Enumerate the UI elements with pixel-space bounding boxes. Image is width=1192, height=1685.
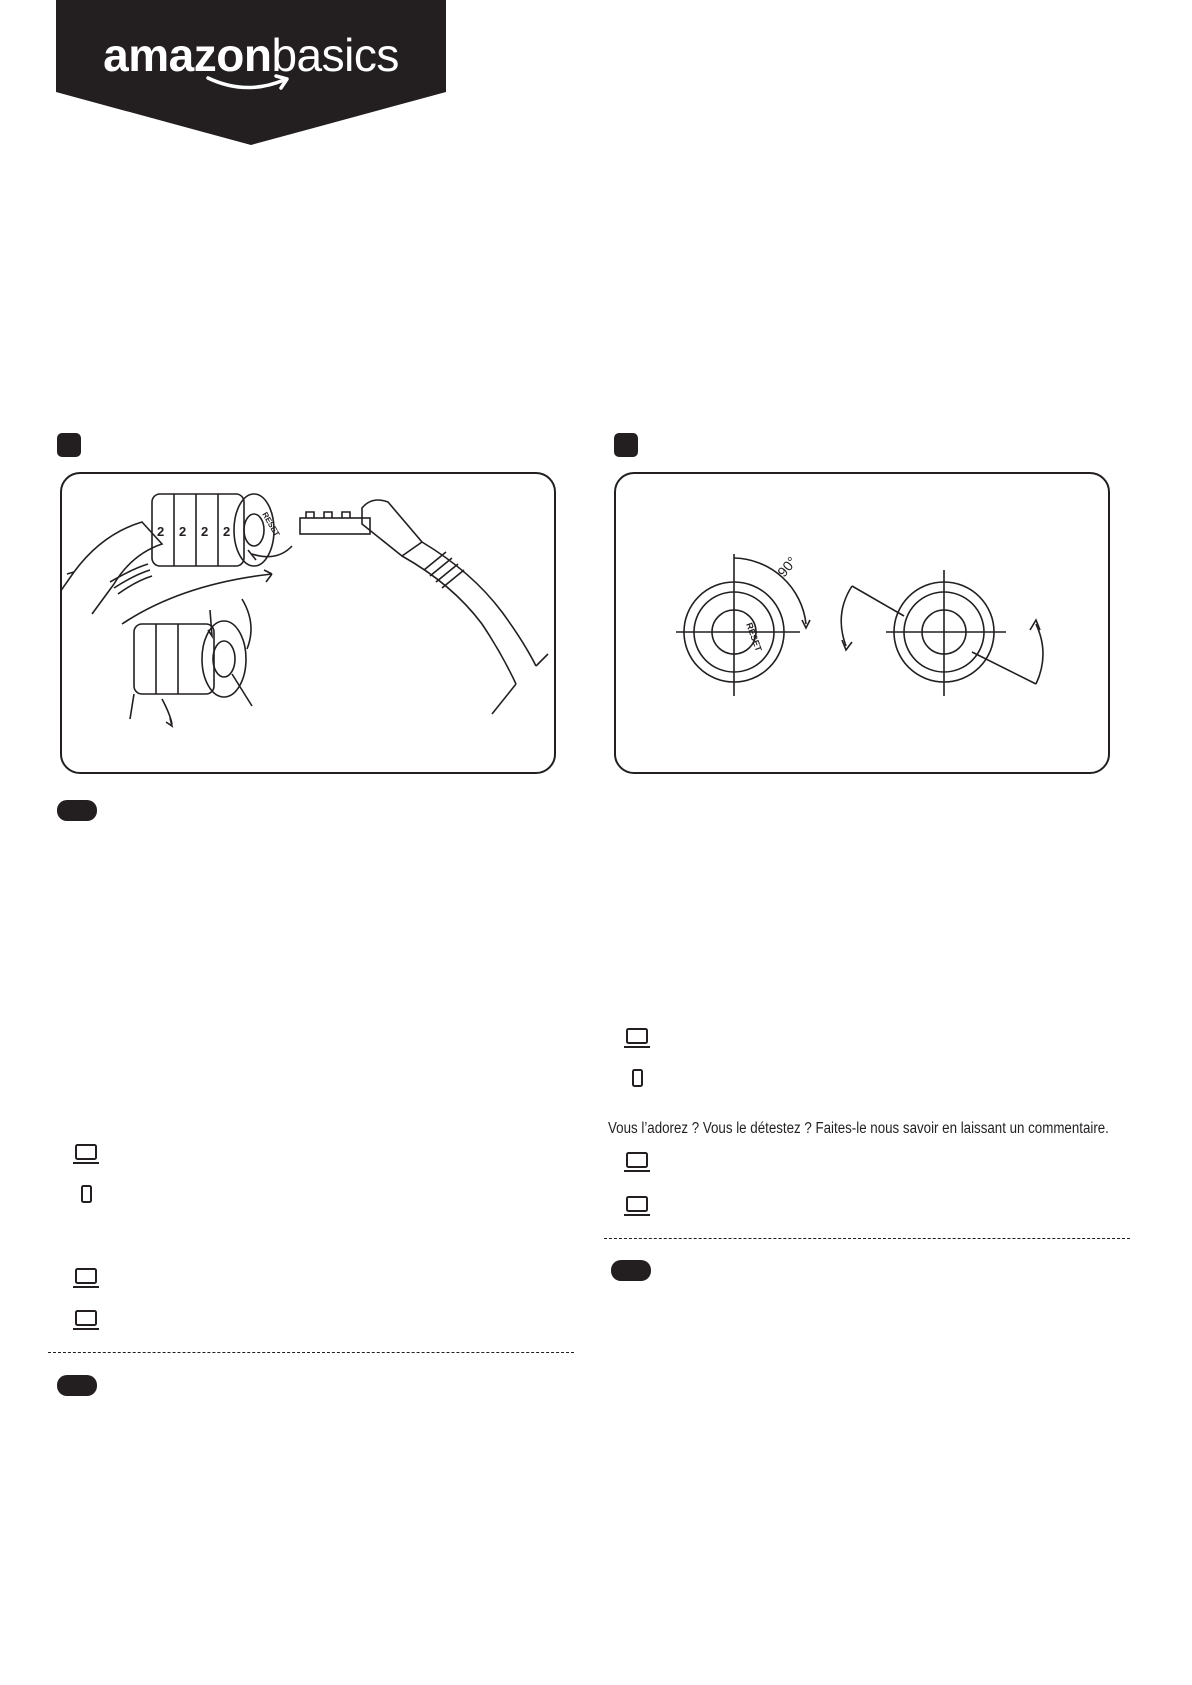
figure-2-reset-label: RESET: [744, 621, 764, 653]
figure-2-angle-label: 90°: [774, 553, 800, 580]
left-review-link-laptop[interactable]: [72, 1140, 100, 1168]
left-review-link-laptop-3[interactable]: [72, 1306, 100, 1334]
figure-2-illustration: [616, 474, 1108, 772]
brand-name-bold: amazon: [103, 29, 272, 81]
phone-icon: [72, 1182, 100, 1210]
figure-1-digit-3: 2: [201, 524, 209, 539]
right-review-link-phone[interactable]: [623, 1066, 651, 1094]
right-section-divider: [604, 1238, 1130, 1239]
figure-2-box: [614, 472, 1110, 774]
left-section-divider: [48, 1352, 574, 1353]
right-review-link-laptop[interactable]: [623, 1024, 651, 1052]
left-review-link-phone[interactable]: [72, 1182, 100, 1210]
right-review-link-laptop-2[interactable]: [623, 1148, 651, 1176]
figure-1-digit-1: 2: [157, 524, 165, 539]
brand-logo-banner: [56, 0, 446, 145]
phone-icon: [623, 1066, 651, 1094]
figure-1-illustration: [62, 474, 554, 772]
figure-1-reset-label: RESET: [260, 510, 282, 539]
brand-name-regular: basics: [271, 29, 399, 81]
language-badge-3: [611, 1260, 651, 1281]
language-badge-2: [57, 1375, 97, 1396]
figure-1-digit-2: 2: [179, 524, 187, 539]
laptop-icon: [623, 1192, 651, 1220]
laptop-icon: [623, 1148, 651, 1176]
figure-1-box: [60, 472, 556, 774]
laptop-icon: [623, 1024, 651, 1052]
laptop-icon: [72, 1140, 100, 1168]
smile-arrow-icon: [206, 74, 296, 96]
right-review-link-laptop-3[interactable]: [623, 1192, 651, 1220]
language-badge-1: [57, 800, 97, 821]
laptop-icon: [72, 1264, 100, 1292]
left-review-link-laptop-2[interactable]: [72, 1264, 100, 1292]
step-badge-1: [57, 433, 81, 457]
review-prompt-text: Vous l’adorez ? Vous le détestez ? Faites-le nous savoir en laissant un commentaire.: [608, 1120, 1109, 1137]
laptop-icon: [72, 1306, 100, 1334]
step-badge-2: [614, 433, 638, 457]
figure-1-digit-4: 2: [223, 524, 231, 539]
